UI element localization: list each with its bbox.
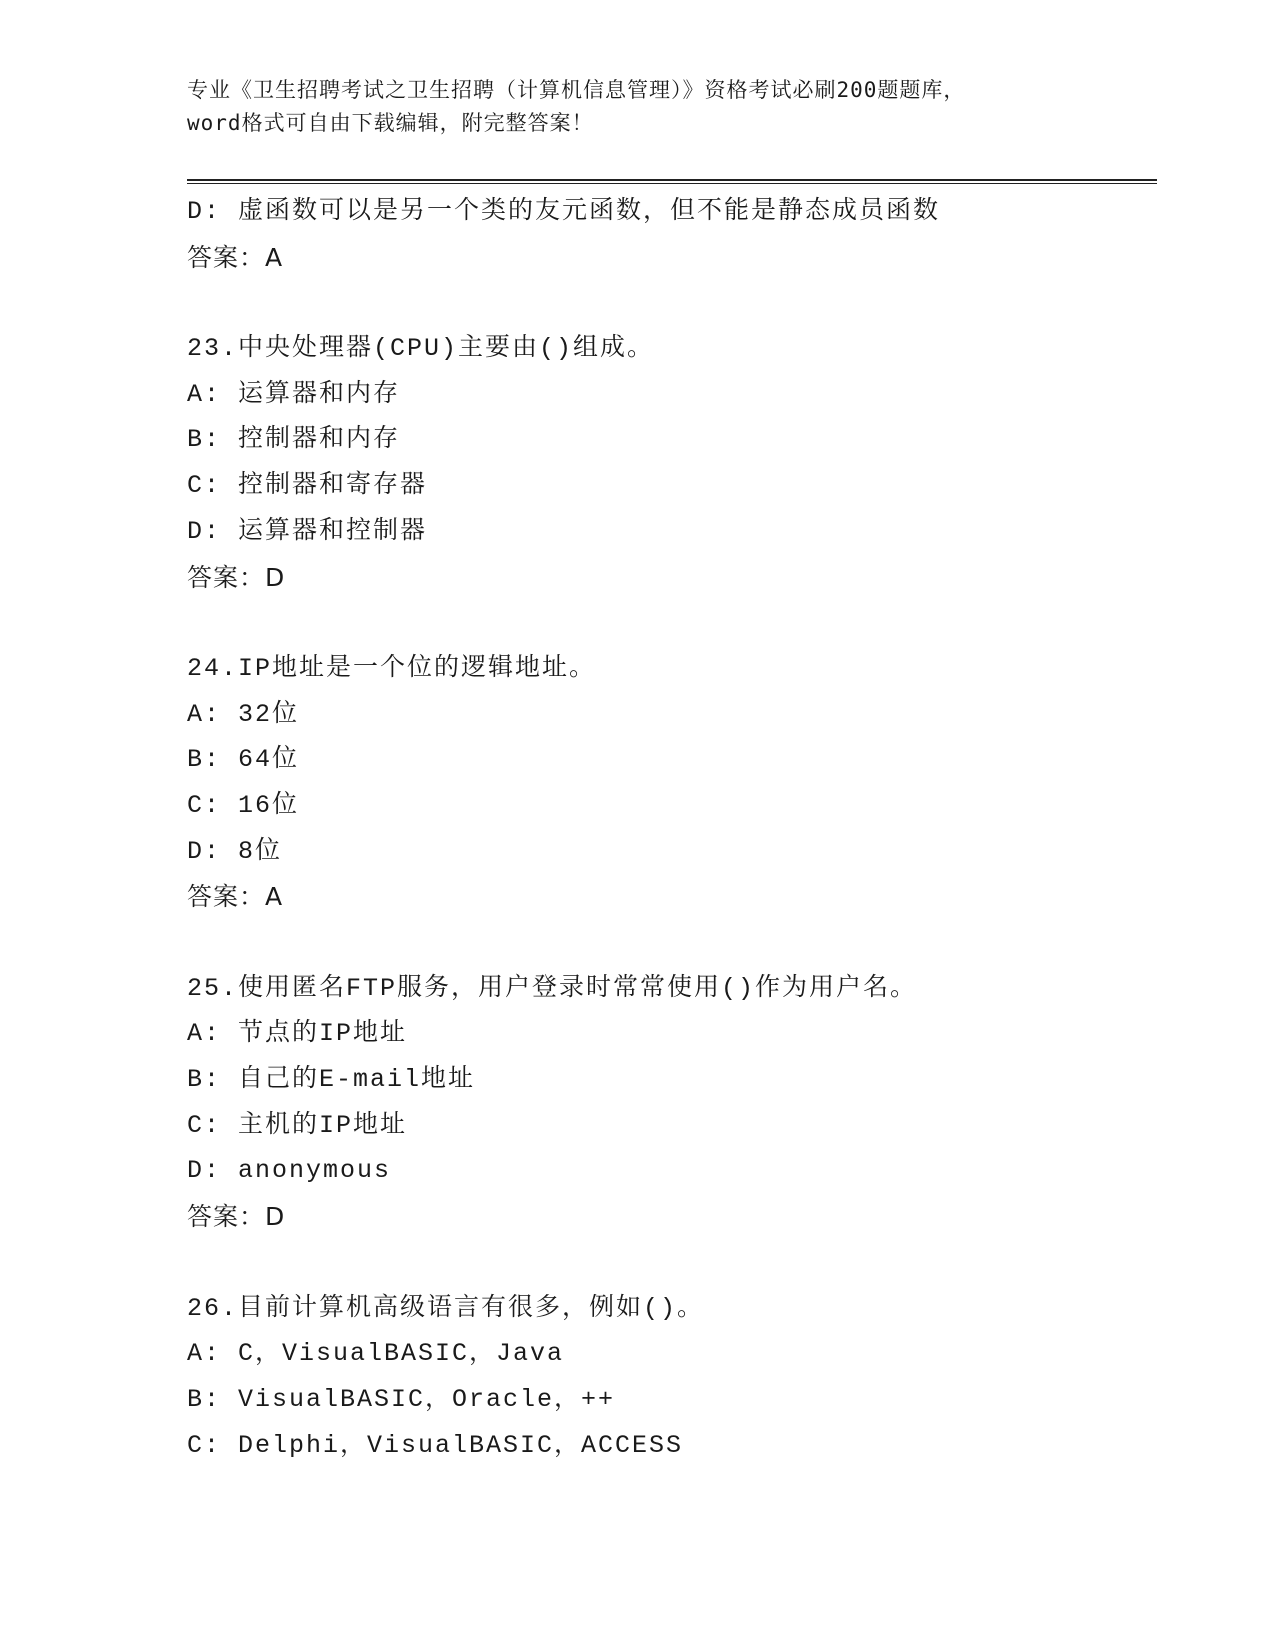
option-c: C: 主机的IP地址 bbox=[187, 1110, 408, 1140]
spacer bbox=[187, 1240, 1157, 1286]
spacer bbox=[187, 920, 1157, 966]
option-d: D: anonymous bbox=[187, 1156, 392, 1186]
option-b: B: 64位 bbox=[187, 745, 300, 775]
header-divider-thick bbox=[187, 179, 1157, 181]
option-b: B: 控制器和内存 bbox=[187, 425, 401, 455]
option-d: D: 虚函数可以是另一个类的友元函数，但不能是静态成员函数 bbox=[187, 197, 941, 226]
answer-line: 答案：A bbox=[187, 242, 284, 272]
option-b: B: 自己的E-mail地址 bbox=[187, 1065, 476, 1095]
question-stem-26: 26.目前计算机高级语言有很多，例如()。 bbox=[187, 1293, 705, 1323]
answer-line: 答案：D bbox=[187, 1202, 286, 1232]
option-d: D: 运算器和控制器 bbox=[187, 516, 428, 546]
option-d: D: 8位 bbox=[187, 836, 283, 866]
spacer bbox=[187, 600, 1157, 646]
option-b: B: VisualBASIC，Oracle，++ bbox=[187, 1384, 616, 1414]
option-a: A: 运算器和内存 bbox=[187, 379, 401, 409]
question-stem-23: 23.中央处理器(CPU)主要由()组成。 bbox=[187, 334, 655, 364]
option-a: A: 32位 bbox=[187, 699, 300, 729]
option-c: C: Delphi，VisualBASIC，ACCESS bbox=[187, 1430, 684, 1460]
option-a: A: 节点的IP地址 bbox=[187, 1019, 408, 1049]
option-c: C: 16位 bbox=[187, 790, 300, 820]
option-a: A: C，VisualBASIC，Java bbox=[187, 1339, 565, 1369]
question-stem-25: 25.使用匿名FTP服务，用户登录时常常使用()作为用户名。 bbox=[187, 973, 918, 1003]
spacer bbox=[187, 280, 1157, 326]
answer-line: 答案：D bbox=[187, 562, 286, 592]
question-list bbox=[187, 189, 1157, 1468]
header-title-line-1: 专业《卫生招聘考试之卫生招聘（计算机信息管理）》资格考试必刷200题题库， bbox=[187, 78, 966, 102]
header-divider-thin bbox=[187, 183, 1157, 184]
page-header bbox=[187, 74, 1087, 140]
header-title-line-2: word格式可自由下载编辑，附完整答案！ bbox=[187, 111, 594, 135]
answer-line: 答案：A bbox=[187, 882, 284, 912]
question-stem-24: 24.IP地址是一个位的逻辑地址。 bbox=[187, 653, 597, 683]
option-c: C: 控制器和寄存器 bbox=[187, 471, 428, 501]
